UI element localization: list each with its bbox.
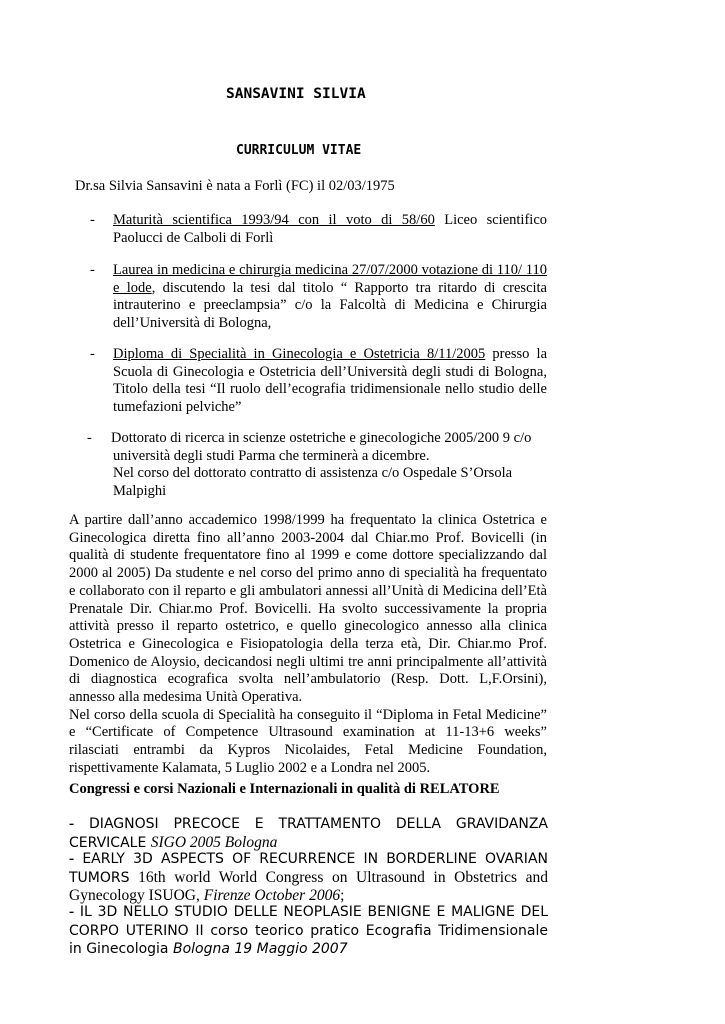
document-heading: CURRICULUM VITAE — [236, 143, 362, 158]
career-paragraph — [69, 512, 547, 778]
education-line: Nel corso del dottorato contratto di assistenza c/o Ospedale S’Orsola — [113, 465, 513, 482]
education-line: università degli studi Parma che terminerà a dicembre. — [113, 447, 430, 464]
talk-title: DIAGNOSI PRECOCE E TRATTAMENTO DELLA GRAVIDANZA CERVICALE — [69, 816, 548, 851]
talk-venue: SIGO 2005 Bologna — [150, 833, 278, 851]
talk-item — [69, 815, 548, 852]
education-text: presso la Scuola di Ginecologia e Ostetricia dell’Università degli studi di Bologna, Titolo della tesi “Il ruolo dell’ecografia tridimensionale nello studio delle tumefazioni pelviche” — [113, 346, 548, 416]
education-underlined: Diploma di Specialità in Ginecologia e Ostetricia 8/11/2005 — [113, 346, 486, 362]
list-dash: - — [69, 903, 75, 920]
education-line: Malpighi — [113, 483, 167, 500]
talk-venue: Firenze October 2006 — [203, 887, 341, 904]
education-line: Dottorato di ricerca in scienze ostetriche e ginecologiche 2005/200 9 c/o — [111, 430, 532, 446]
education-text: Liceo scientifico Paolucci de Calboli di Forlì — [113, 212, 547, 246]
list-dash: - — [69, 850, 75, 867]
education-item-body — [113, 262, 547, 333]
list-dash: - — [87, 430, 92, 446]
talk-venue: Bologna 19 Maggio 2007 — [172, 941, 348, 957]
talk-title: IL 3D NELLO STUDIO DELLE NEOPLASIE BENIGNE E MALIGNE DEL CORPO UTERINO — [69, 904, 548, 939]
talk-tail: ; — [340, 887, 345, 904]
career-paragraph-text-2: Nel corso della scuola di Specialità ha conseguito il “Diploma in Fetal Medicine” e “Certificate of Competence Ultrasound examination at 11-13+6 weeks” rilasciati entrambi da Kypros Nicolaides, Fetal Medicine Foundation, rispettivamente Kalamata, 5 Luglio 2002 e a Londra nel 2005. — [69, 706, 547, 776]
education-text: , discutendo la tesi dal titolo “ Rapporto tra ritardo di crescita intrauterino e preeclampsia” c/o la Falcoltà di Medicina e Chirurgia dell’Università di Bologna, — [113, 279, 547, 332]
education-underlined: Laurea in medicina e chirurgia medicina 27/07/2000 votazione di 110/ 110 e lode — [113, 262, 547, 296]
career-paragraph-text: A partire dall’anno accademico 1998/1999 ha frequentato la clinica Ostetrica e Ginecologica diretta fino all’anno 2003-2004 dal Chiar.mo Prof. Bovicelli (in qualità di studente frequentatore fino al 1999 e come dottore specializzando dal 2000 al 2005) Da studente e nel corso del primo anno di specialità ha frequentato e collaborato con il reparto e gli ambulatori annessi all’Unità di Medicina dell’Età Prenatale Dir. Chiar.mo Prof. Bovicelli. Ha svolto successivamente la propria attività presso il reparto ostetrico, e quello ginecologico annesso alla clinica Ostetrica e Ginecologica e Fisiopatologia della terza età, Dir. Chiar.mo Prof. Domenico de Aloysio, decicandosi negli ultimi tre anni principalmente all’attività di diagnostica ecografica svolta nell’ambulatorio (Resp. Dott. L,F.Orsini), annesso alla medesima Unità Operativa. — [69, 512, 547, 706]
list-dash: - — [90, 212, 95, 228]
list-dash: - — [69, 815, 75, 832]
section-title: Congressi e corsi Nazionali e Internazionali in qualità di RELATORE — [69, 781, 500, 797]
document-name: SANSAVINI SILVIA — [226, 86, 366, 102]
talk-text: 16th world World Congress on Ultrasound in Obstetrics and Gynecology ISUOG, — [69, 868, 548, 904]
list-dash: - — [90, 346, 95, 362]
education-item-body — [113, 212, 547, 247]
education-item-body — [113, 346, 547, 417]
talk-item — [69, 850, 548, 906]
education-underlined: Maturità scientifica 1993/94 con il voto di 58/60 — [113, 212, 435, 228]
talk-title: EARLY 3D ASPECTS OF RECURRENCE IN BORDERLINE OVARIAN TUMORS — [69, 851, 548, 886]
intro-line: Dr.sa Silvia Sansavini è nata a Forlì (FC) il 02/03/1975 — [75, 178, 395, 194]
list-dash: - — [90, 262, 95, 278]
talk-item — [69, 903, 548, 959]
talk-text: II corso teorico pratico Ecografia Tridimensionale in Ginecologia — [69, 922, 548, 957]
